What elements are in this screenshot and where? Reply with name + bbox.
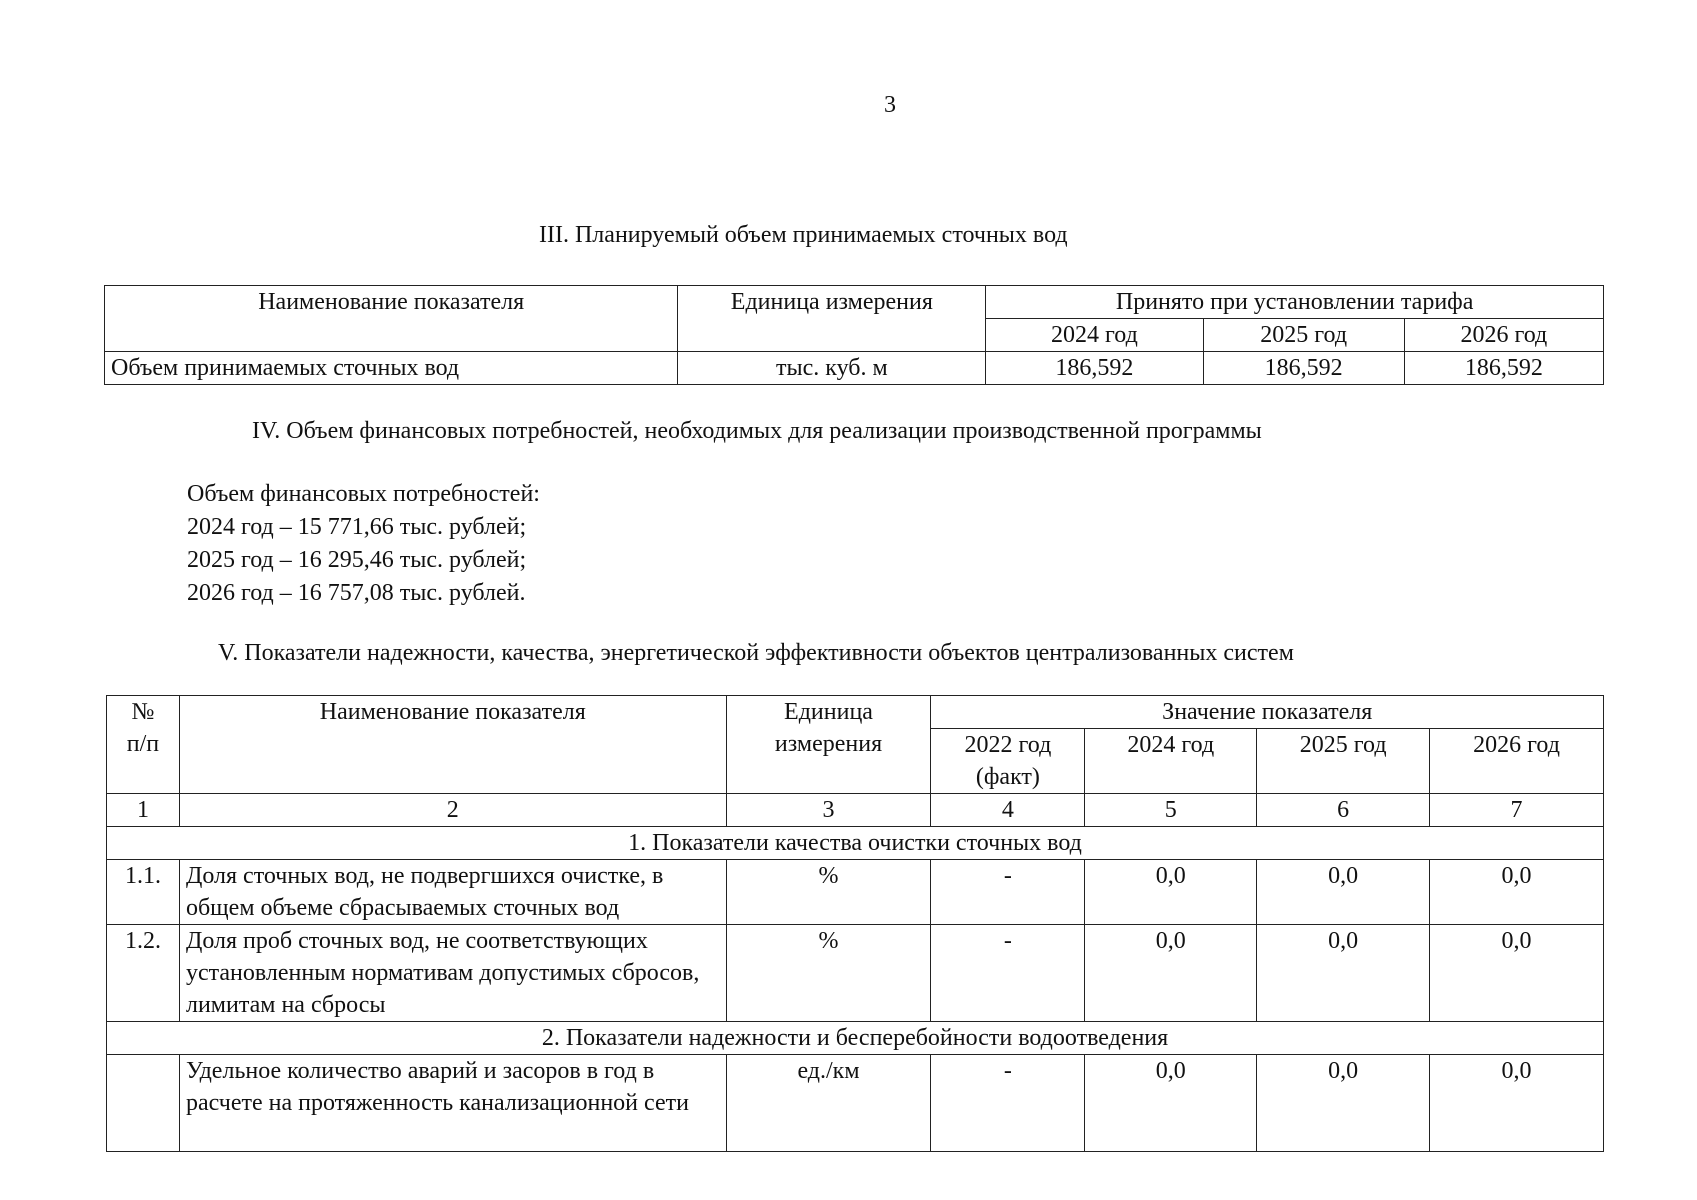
header-year: 2024 год [986,319,1203,352]
group-heading: 1. Показатели качества очистки сточных вод [107,827,1604,860]
column-number: 3 [726,794,931,827]
section-5-heading: V. Показатели надежности, качества, энергетической эффективности объектов централизованных систем [218,640,1294,666]
row-value-2022: - [931,925,1085,1022]
header-group: Принято при установлении тарифа [986,286,1604,319]
header-year: 2026 год [1404,319,1603,352]
indicators-table [106,695,1604,1152]
row-value-2025: 0,0 [1257,925,1430,1022]
row-name: Удельное количество аварий и засоров в год в расчете на протяженность канализационной сети [179,1055,726,1152]
row-name: Доля сточных вод, не подвергшихся очистке, в общем объеме сбрасываемых сточных вод [179,860,726,925]
column-number: 2 [179,794,726,827]
financial-needs-list [187,478,540,610]
column-number: 7 [1430,794,1604,827]
column-number: 6 [1257,794,1430,827]
row-number [107,1055,180,1152]
row-value-2022: - [931,860,1085,925]
row-value: 186,592 [986,352,1203,385]
header-unit-line: измерения [774,731,883,757]
header-number-line: п/п [126,731,160,757]
header-year-2025: 2025 год [1257,729,1430,794]
header-unit-line: Единица [784,699,873,725]
section-4-heading: IV. Объем финансовых потребностей, необходимых для реализации производственной программы [252,418,1262,444]
financial-line: Объем финансовых потребностей: [187,481,540,507]
header-name: Наименование показателя [179,696,726,794]
header-year-2022 [931,729,1085,794]
row-value-2026: 0,0 [1430,925,1604,1022]
header-group: Значение показателя [931,696,1604,729]
header-name: Наименование показателя [105,286,678,352]
financial-line: 2025 год – 16 295,46 тыс. рублей; [187,547,527,573]
column-number: 4 [931,794,1085,827]
header-unit: Единица измерения [678,286,986,352]
row-value-2025: 0,0 [1257,860,1430,925]
row-value-2026: 0,0 [1430,1055,1604,1152]
header-number [107,696,180,794]
header-year-line: (факт) [975,764,1040,790]
row-number: 1.2. [107,925,180,1022]
row-value-2025: 0,0 [1257,1055,1430,1152]
row-number: 1.1. [107,860,180,925]
row-value-2024: 0,0 [1085,860,1257,925]
header-year-line: 2022 год [964,732,1052,758]
row-value-2024: 0,0 [1085,925,1257,1022]
column-number: 5 [1085,794,1257,827]
column-number: 1 [107,794,180,827]
header-year-2026: 2026 год [1430,729,1604,794]
row-name: Доля проб сточных вод, не соответствующих установленным нормативам допустимых сбросов, лимитам на сбросы [179,925,726,1022]
row-unit: тыс. куб. м [678,352,986,385]
planned-volume-table [104,285,1604,385]
header-year: 2025 год [1203,319,1404,352]
financial-line: 2024 год – 15 771,66 тыс. рублей; [187,514,527,540]
row-unit: % [726,925,931,1022]
row-value: 186,592 [1203,352,1404,385]
row-unit: % [726,860,931,925]
group-heading: 2. Показатели надежности и бесперебойности водоотведения [107,1022,1604,1055]
header-unit [726,696,931,794]
row-value-2026: 0,0 [1430,860,1604,925]
header-year-2024: 2024 год [1085,729,1257,794]
row-value: 186,592 [1404,352,1603,385]
section-3-heading: III. Планируемый объем принимаемых сточных вод [539,222,1068,248]
row-value-2022: - [931,1055,1085,1152]
page-number: 3 [884,92,896,118]
financial-line: 2026 год – 16 757,08 тыс. рублей. [187,580,526,606]
header-number-line: № [131,699,155,725]
row-name: Объем принимаемых сточных вод [105,352,678,385]
row-value-2024: 0,0 [1085,1055,1257,1152]
row-unit: ед./км [726,1055,931,1152]
